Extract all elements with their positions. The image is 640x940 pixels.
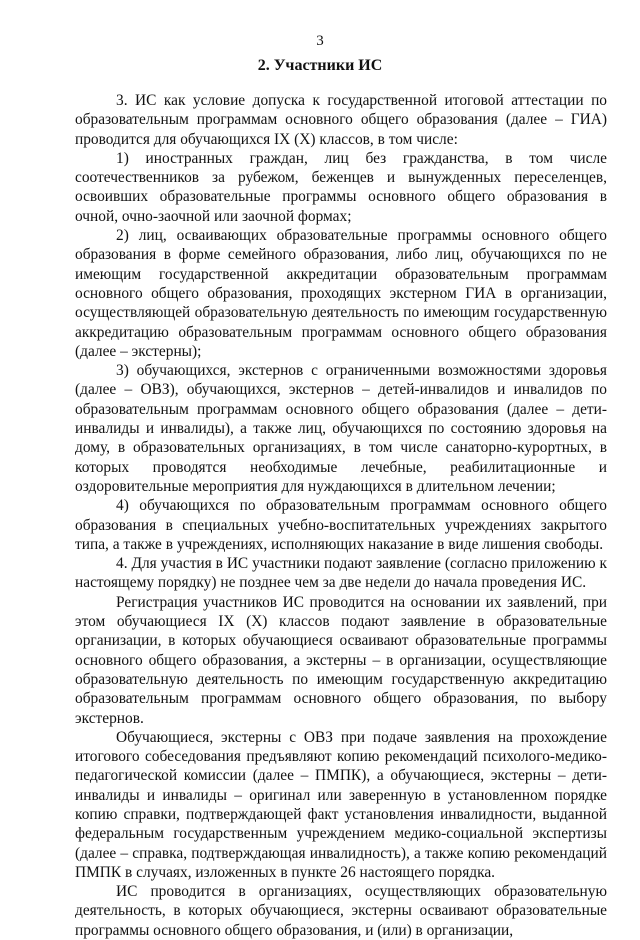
list-item-4: 4) обучающихся по образовательным программам основного общего образования в специальных учебно-воспитательных учреждениях закрытого типа, а также в учреждениях, исполняющих наказание в виде лишения свободы. — [75, 497, 607, 553]
page-number: 3 — [316, 33, 324, 49]
paragraph-3-intro: 3. ИС как условие допуска к государственной итоговой аттестации по образовательным программам основного общего образования (далее – ГИА) проводится для обучающихся IX (X) классов, в том числе: — [75, 92, 607, 148]
list-item-2: 2) лиц, осваивающих образовательные программы основного общего образования в форме семейного образования, либо лиц, обучающихся по не имеющим государственной аккредитации образовательным программам основного общего образования, проходящих экстерном ГИА в организации, осуществляющей образовательную деятельность по имеющим государственную аккредитацию образовательным программам основного общего образования (далее – экстерны); — [75, 227, 607, 360]
paragraph-4: 4. Для участия в ИС участники подают заявление (согласно приложению к настоящему порядку) не позднее чем за две недели до начала проведения ИС. — [75, 555, 607, 592]
body-text — [75, 91, 607, 940]
section-title: 2. Участники ИС — [257, 57, 383, 74]
paragraph-is-location: ИС проводится в организациях, осуществляющих образовательную деятельность, в которых обучающиеся, экстерны осваивают образовательные программы основного общего образования, и (или) в организации, — [75, 883, 607, 939]
list-item-1: 1) иностранных граждан, лиц без гражданства, в том числе соотечественников за рубежом, беженцев и вынужденных переселенцев, освоивших образовательные программы основного общего образования в очной, очно-заочной или заочной формах; — [75, 149, 607, 225]
list-item-3: 3) обучающихся, экстернов с ограниченными возможностями здоровья (далее – ОВЗ), обучающихся, экстернов – детей-инвалидов и инвалидов по образовательным программам основного общего образования (далее – дети-инвалиды и инвалиды), а также лиц, обучающихся по состоянию здоровья на дому, в образовательных организациях, в том числе санаторно-курортных, в которых проводятся необходимые лечебные, реабилитационные и оздоровительные мероприятия для нуждающихся в длительном лечении; — [75, 362, 607, 495]
paragraph-registration: Регистрация участников ИС проводится на основании их заявлений, при этом обучающиеся IX (X) классов подают заявление в образовательные организации, в которых обучающиеся осваивают образовательные программы основного общего образования, а экстерны – в организации, осуществляющие образовательную деятельность по имеющим государственную аккредитацию образовательным программам основного общего образования, по выбору экстернов. — [75, 593, 607, 727]
paragraph-ovz: Обучающиеся, экстерны с ОВЗ при подаче заявления на прохождение итогового собеседования предъявляют копию рекомендаций психолого-медико-педагогической комиссии (далее – ПМПК), а обучающиеся, экстерны – дети-инвалиды и инвалиды – оригинал или заверенную в установленном порядке копию справки, подтверждающей факт установления инвалидности, выданной федеральным государственным учреждением медико-социальной экспертизы (далее – справка, подтверждающая инвалидность), а также копию рекомендаций ПМПК в случаях, изложенных в пункте 26 настоящего порядка. — [75, 728, 607, 881]
